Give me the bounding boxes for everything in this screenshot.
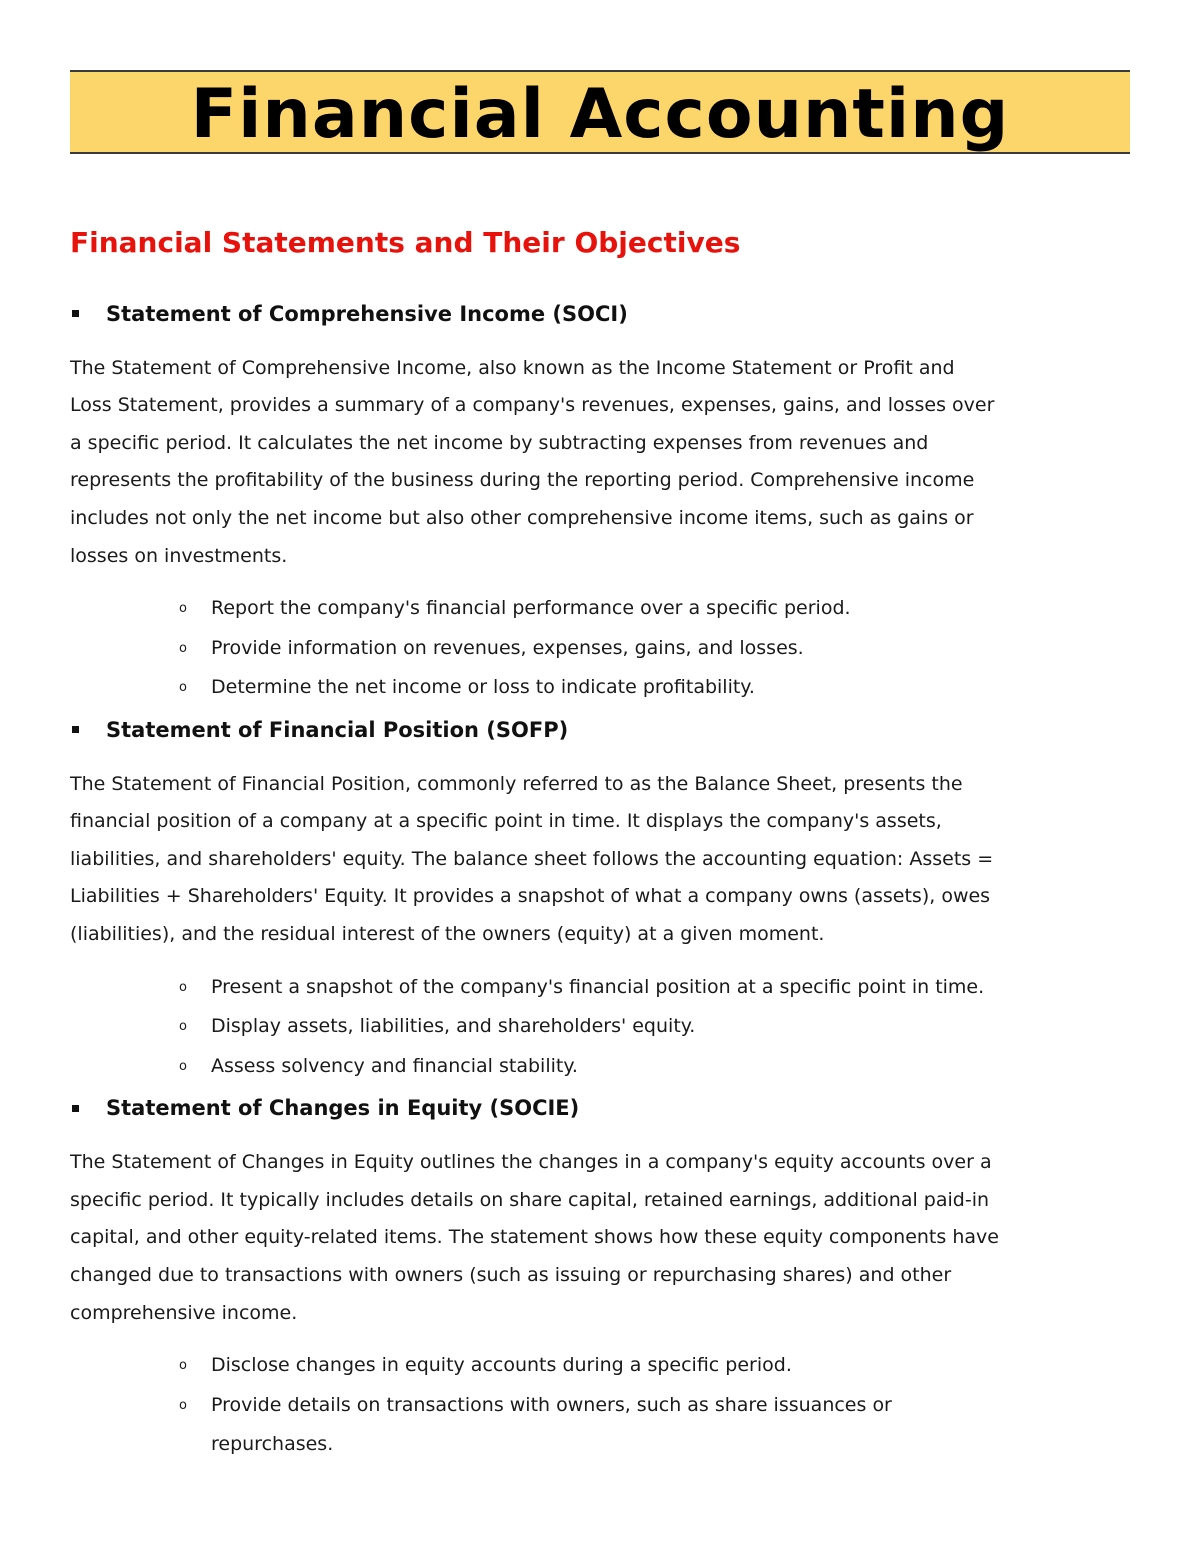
- list-item-text: Provide information on revenues, expenses, gains, and losses.: [211, 636, 804, 659]
- list-item-text: Display assets, liabilities, and shareholders' equity.: [211, 1015, 696, 1038]
- circle-bullet-icon: o: [179, 979, 187, 995]
- list-item: [70, 589, 1130, 629]
- paragraph-line: The Statement of Changes in Equity outlines the changes in a company's equity accounts over a: [70, 1151, 992, 1174]
- document-page: [70, 70, 1130, 1465]
- subsection-title: Statement of Comprehensive Income (SOCI): [106, 301, 628, 326]
- subsection-heading-socie: [70, 1088, 1130, 1128]
- circle-bullet-icon: o: [179, 1358, 187, 1374]
- list-item-text: Disclose changes in equity accounts during a specific period.: [211, 1354, 792, 1377]
- paragraph-line: liabilities, and shareholders' equity. The balance sheet follows the accounting equation: Assets =: [70, 847, 994, 870]
- paragraph-line: Loss Statement, provides a summary of a company's revenues, expenses, gains, and losses over: [70, 394, 995, 417]
- objectives-list-sofp: [70, 968, 1130, 1087]
- list-item-text: Provide details on transactions with owners, such as share issuances or repurchases.: [211, 1393, 892, 1456]
- paragraph-line: The Statement of Comprehensive Income, also known as the Income Statement or Profit and: [70, 356, 955, 379]
- paragraph-line: losses on investments.: [70, 544, 288, 567]
- list-item: [70, 1007, 1130, 1047]
- circle-bullet-icon: o: [179, 1397, 187, 1413]
- list-item-text: Present a snapshot of the company's financial position at a specific point in time.: [211, 975, 985, 998]
- paragraph-socie: [70, 1144, 1130, 1332]
- circle-bullet-icon: o: [179, 1019, 187, 1035]
- square-bullet-icon: [72, 310, 79, 317]
- subsection-title: Statement of Financial Position (SOFP): [106, 717, 569, 742]
- document-title: Financial Accounting: [190, 75, 1010, 154]
- list-item-text: Report the company's financial performance over a specific period.: [211, 597, 851, 620]
- objectives-list-socie: [70, 1346, 1130, 1465]
- paragraph-line: includes not only the net income but also other comprehensive income items, such as gains or: [70, 506, 974, 529]
- paragraph-line: capital, and other equity-related items. The statement shows how these equity components have: [70, 1226, 999, 1249]
- list-item: [70, 968, 1130, 1008]
- paragraph-line: The Statement of Financial Position, commonly referred to as the Balance Sheet, presents the: [70, 772, 963, 795]
- section-heading: Financial Statements and Their Objectives: [70, 226, 741, 259]
- list-item: [70, 668, 1130, 708]
- list-item: [70, 1386, 1130, 1465]
- list-item-text: Determine the net income or loss to indicate profitability.: [211, 676, 755, 699]
- paragraph-sofp: [70, 766, 1130, 954]
- paragraph-line: (liabilities), and the residual interest of the owners (equity) at a given moment.: [70, 923, 825, 946]
- list-item: [70, 1346, 1130, 1386]
- square-bullet-icon: [72, 1105, 79, 1112]
- paragraph-line: Liabilities + Shareholders' Equity. It provides a snapshot of what a company owns (assets), owes: [70, 885, 991, 908]
- circle-bullet-icon: o: [179, 601, 187, 617]
- paragraph-line: represents the profitability of the business during the reporting period. Comprehensive income: [70, 469, 975, 492]
- circle-bullet-icon: o: [179, 680, 187, 696]
- objectives-list-soci: [70, 589, 1130, 708]
- list-item-text: Assess solvency and financial stability.: [211, 1054, 578, 1077]
- subsection-heading-sofp: [70, 710, 1130, 750]
- list-item: [70, 1047, 1130, 1087]
- paragraph-line: specific period. It typically includes details on share capital, retained earnings, additional paid-in: [70, 1188, 990, 1211]
- title-banner: [70, 70, 1130, 154]
- square-bullet-icon: [72, 726, 79, 733]
- paragraph-line: changed due to transactions with owners (such as issuing or repurchasing shares) and other: [70, 1263, 952, 1286]
- list-item: [70, 629, 1130, 669]
- circle-bullet-icon: o: [179, 1058, 187, 1074]
- circle-bullet-icon: o: [179, 640, 187, 656]
- subsection-heading-soci: [70, 294, 1130, 334]
- subsection-title: Statement of Changes in Equity (SOCIE): [106, 1096, 580, 1121]
- paragraph-line: financial position of a company at a specific point in time. It displays the company's assets,: [70, 810, 942, 833]
- paragraph-soci: [70, 350, 1130, 576]
- paragraph-line: a specific period. It calculates the net income by subtracting expenses from revenues and: [70, 431, 929, 454]
- paragraph-line: comprehensive income.: [70, 1301, 298, 1324]
